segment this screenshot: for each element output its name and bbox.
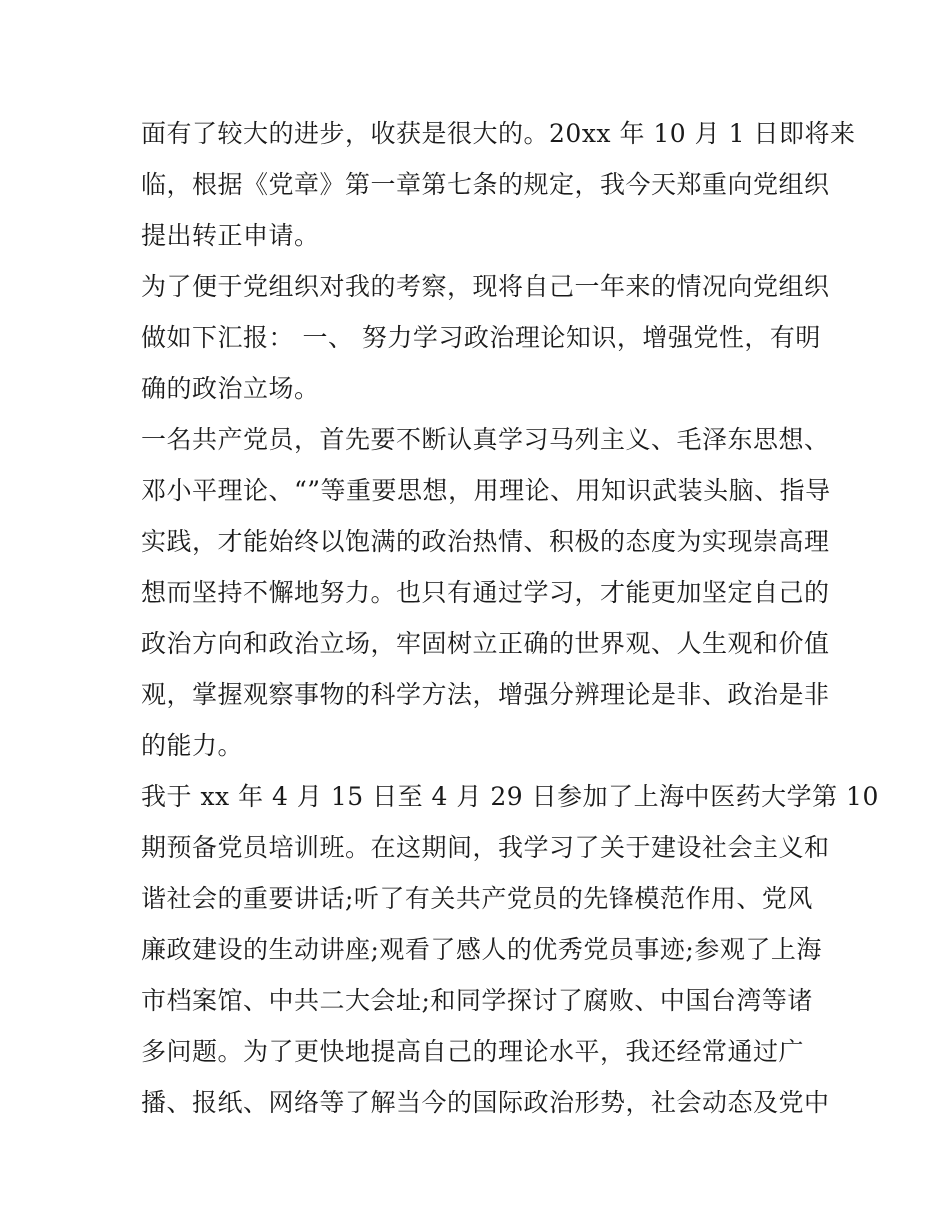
text-line: 的能力。 bbox=[141, 731, 244, 760]
text-line: 多问题。为了更快地提高自己的理论水平，我还经常通过广 bbox=[141, 1037, 805, 1066]
text-line: 市档案馆、中共二大会址;和同学探讨了腐败、中国台湾等诸 bbox=[141, 986, 813, 1015]
text-line: 谐社会的重要讲话;听了有关共产党员的先锋模范作用、党风 bbox=[141, 884, 813, 913]
text-line: 期预备党员培训班。在这期间，我学习了关于建设社会主义和 bbox=[141, 833, 830, 862]
text-line: 面有了较大的进步，收获是很大的。20xx 年 10 月 1 日即将来 bbox=[141, 119, 856, 148]
document-body bbox=[141, 108, 879, 1128]
text-line: 确的政治立场。 bbox=[141, 374, 320, 403]
text-line: 想而坚持不懈地努力。也只有通过学习，才能更加坚定自己的 bbox=[141, 578, 830, 607]
text-line: 观，掌握观察事物的科学方法，增强分辨理论是非、政治是非 bbox=[141, 680, 830, 709]
text-line: 临，根据《党章》第一章第七条的规定，我今天郑重向党组织 bbox=[141, 170, 830, 199]
text-line: 我于 xx 年 4 月 15 日至 4 月 29 日参加了上海中医药大学第 10 bbox=[141, 782, 879, 811]
text-line: 播、报纸、网络等了解当今的国际政治形势，社会动态及党中 bbox=[141, 1088, 830, 1117]
text-line: 邓小平理论、“”等重要思想，用理论、用知识武装头脑、指导 bbox=[141, 476, 831, 505]
text-line: 政治方向和政治立场，牢固树立正确的世界观、人生观和价值 bbox=[141, 629, 830, 658]
text-line: 实践，才能始终以饱满的政治热情、积极的态度为实现崇高理 bbox=[141, 527, 830, 556]
text-line: 为了便于党组织对我的考察，现将自己一年来的情况向党组织 bbox=[141, 272, 830, 301]
text-line: 廉政建设的生动讲座;观看了感人的优秀党员事迹;参观了上海 bbox=[141, 935, 822, 964]
text-line: 做如下汇报： 一、 努力学习政治理论知识，增强党性，有明 bbox=[141, 323, 821, 352]
text-line: 一名共产党员，首先要不断认真学习马列主义、毛泽东思想、 bbox=[141, 425, 830, 454]
text-line: 提出转正申请。 bbox=[141, 221, 320, 250]
